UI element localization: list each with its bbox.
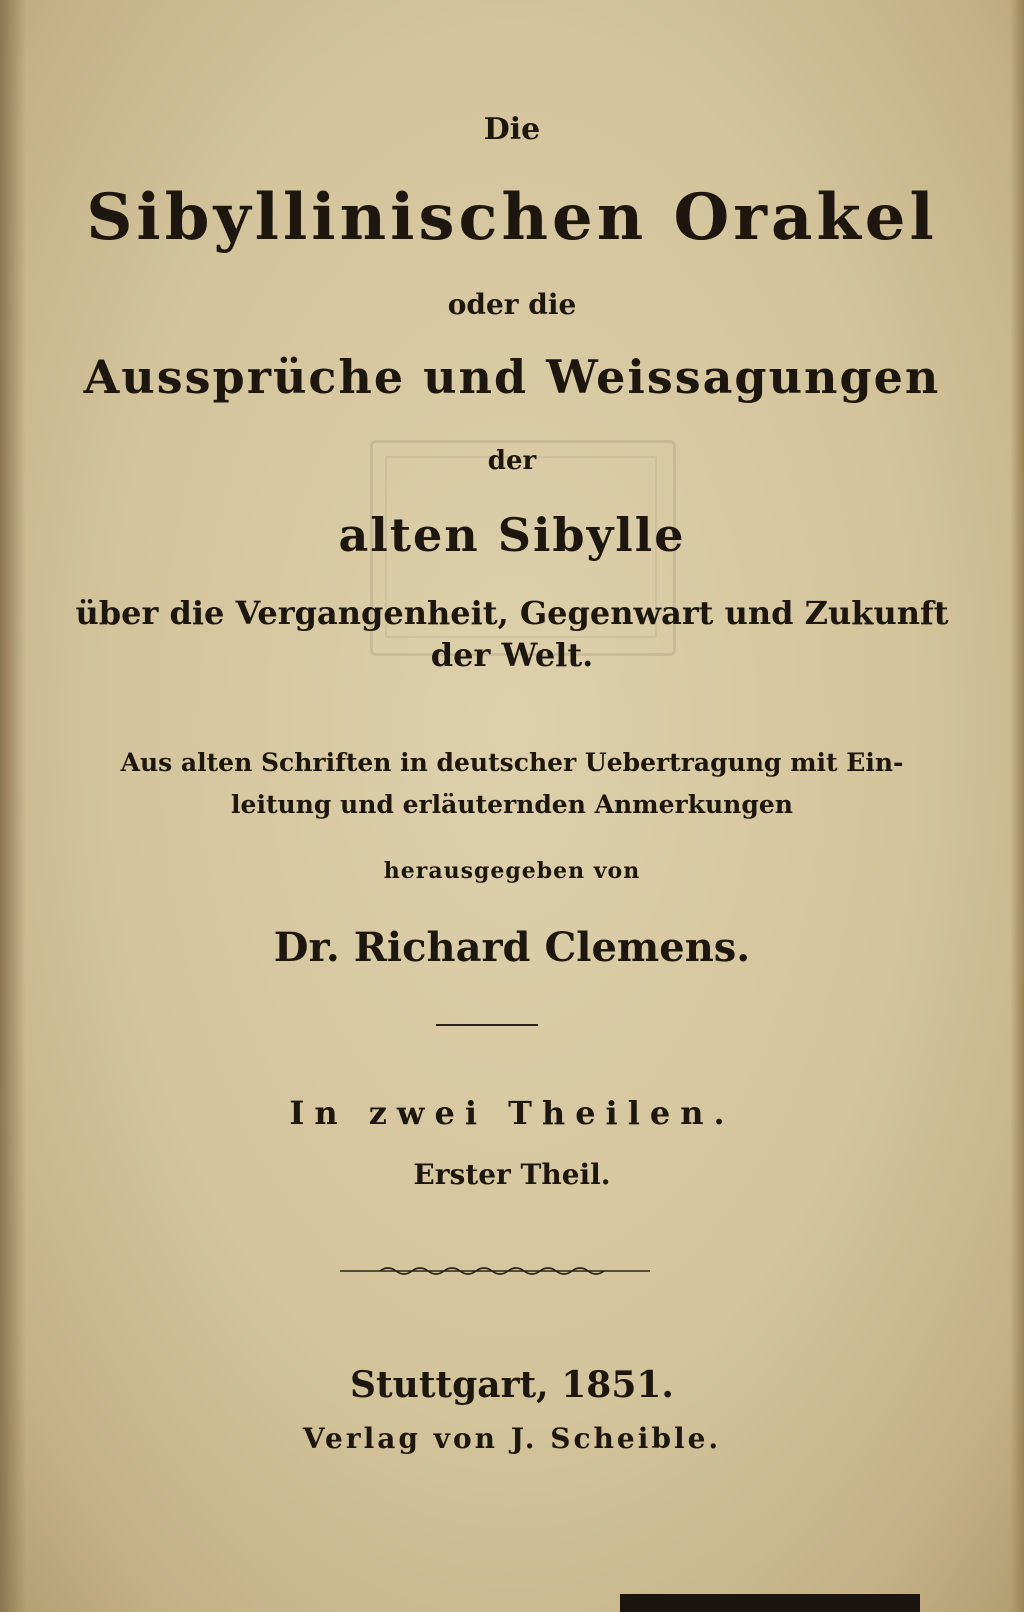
subtitle-der: der [487, 446, 537, 476]
volume-label: Erster Theil. [413, 1158, 611, 1191]
binding-shadow [620, 1594, 920, 1612]
place-and-year: Stuttgart, 1851. [350, 1364, 674, 1406]
title-connector: oder die [447, 288, 577, 321]
ornamental-rule [340, 1264, 650, 1278]
editor-label: herausgegeben von [383, 858, 641, 884]
divider-rule [436, 1024, 538, 1026]
source-note-line-2: leitung und erläuternden Anmerkungen [231, 790, 793, 819]
main-title: Sibyllinischen Orakel [86, 180, 938, 255]
subtitle-sayings: Aussprüche und Weissagungen [83, 350, 941, 404]
parts-note: In zwei Theilen. [289, 1094, 735, 1132]
publisher: Verlag von J. Scheible. [302, 1422, 722, 1455]
subtitle-sibyl: alten Sibylle [338, 508, 686, 562]
source-note-line-1: Aus alten Schriften in deutscher Uebertragung mit Ein- [120, 748, 904, 777]
subtitle-world-line: der Welt. [430, 636, 594, 674]
title-article: Die [483, 112, 541, 147]
subtitle-time-line: über die Vergangenheit, Gegenwart und Zukunft [75, 594, 949, 632]
editor-name: Dr. Richard Clemens. [273, 924, 751, 971]
